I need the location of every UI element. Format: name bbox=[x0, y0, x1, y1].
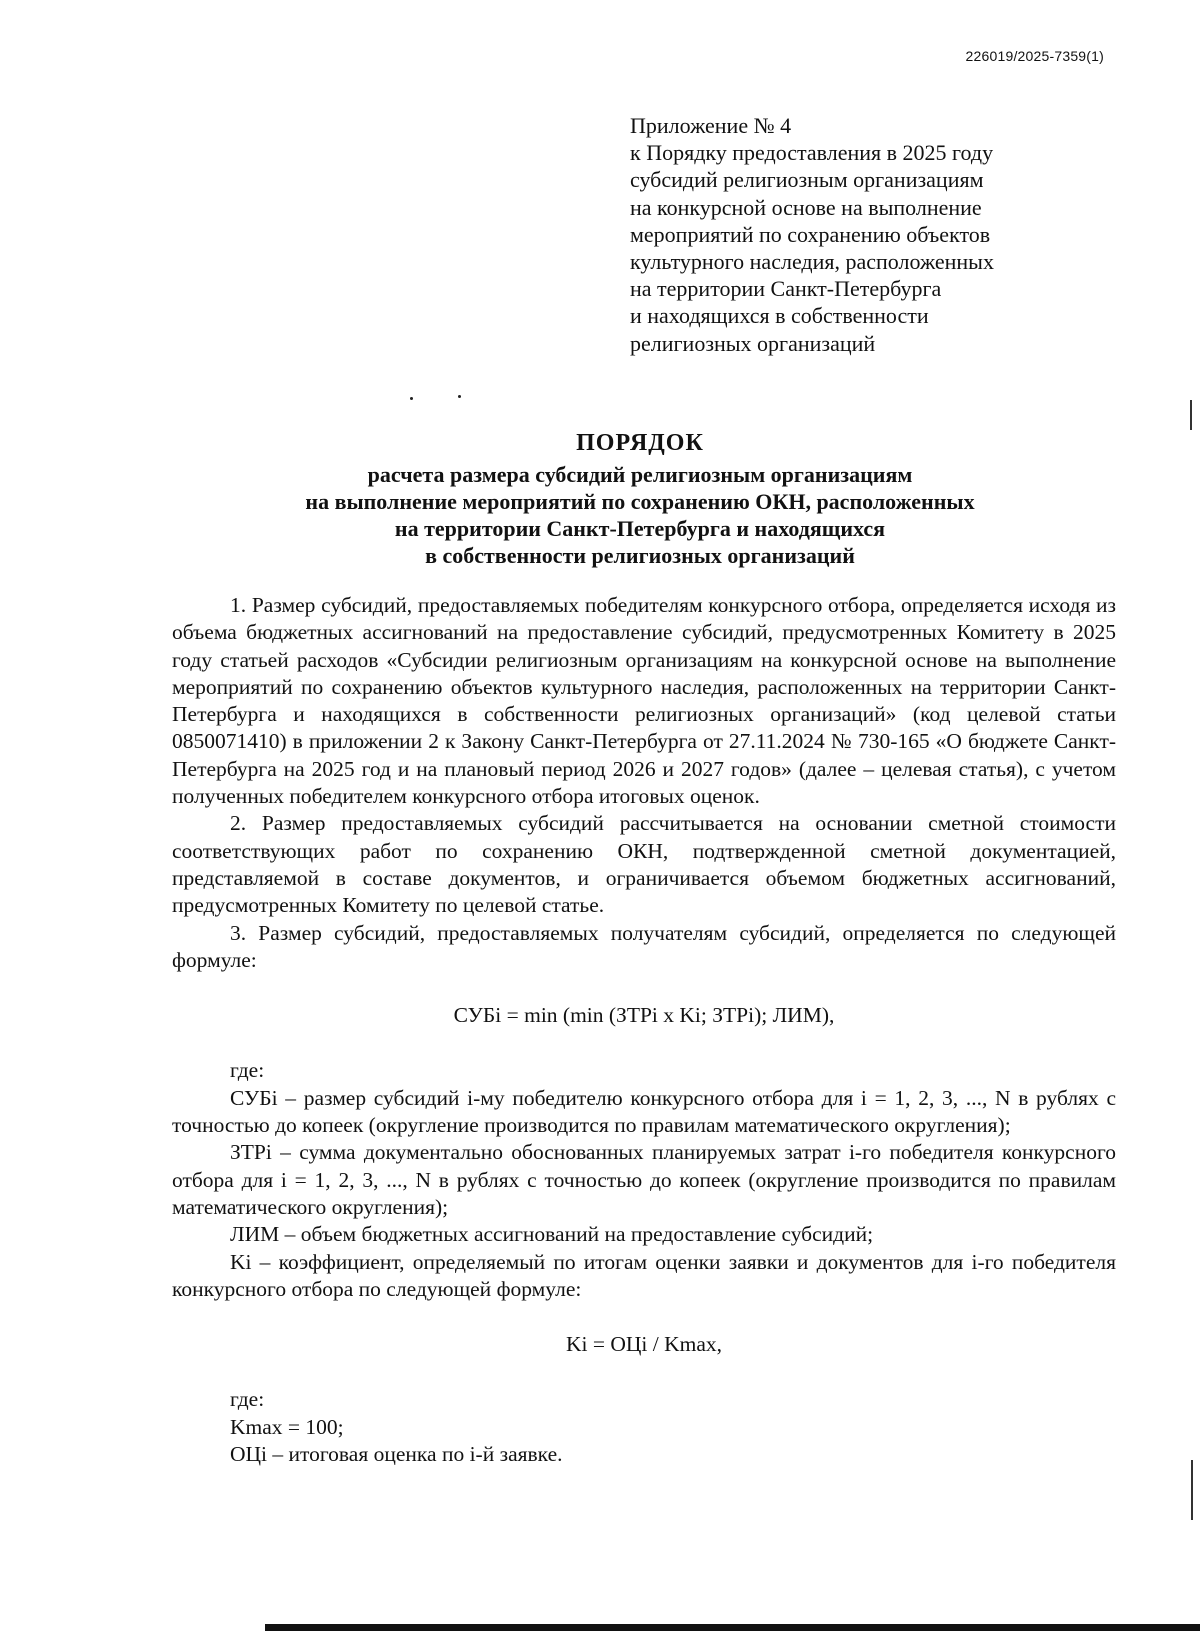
appendix-line: культурного наследия, расположенных bbox=[630, 249, 994, 275]
appendix-line: к Порядку предоставления в 2025 году bbox=[630, 140, 994, 166]
paragraph-1: 1. Размер субсидий, предоставляемых победителям конкурсного отбора, определяется исходя из объема бюджетных ассигнований на предоставление субсидий, предусмотренных Комитету в 2025 году статьей расходов «Субсидии религиозным организациям на конкурсной основе на выполнение мероприятий по сохранению объектов культурного наследия, расположенных на территории Санкт-Петербурга и находящихся в собственности религиозных организаций» (код целевой статьи 0850071410) в приложении 2 к Закону Санкт-Петербурга от 27.11.2024 № 730-165 «О бюджете Санкт-Петербурга на 2025 год и на плановый период 2026 и 2027 годов» (далее – целевая статья), с учетом полученных победителем конкурсного отбора итоговых оценок. bbox=[172, 593, 1116, 809]
title-line: расчета размера субсидий религиозным организациям bbox=[367, 462, 913, 487]
title-line: на территории Санкт-Петербурга и находящихся bbox=[394, 516, 886, 541]
title-line: на выполнение мероприятий по сохранению ОКН, расположенных bbox=[305, 489, 975, 514]
appendix-line: субсидий религиозным организациям bbox=[630, 167, 984, 193]
definition-oci: ОЦi – итоговая оценка по i-й заявке. bbox=[230, 1442, 563, 1467]
scan-edge-mark bbox=[1191, 1460, 1193, 1520]
appendix-header bbox=[630, 112, 1070, 357]
paragraph-2: 2. Размер предоставляемых субсидий рассчитывается на основании сметной стоимости соответствующих работ по сохранению ОКН, подтвержденной сметной документацией, представляемой в составе документов, и ограничивается объемом бюджетных ассигнований, предусмотренных Комитету по целевой статье. bbox=[172, 811, 1116, 918]
document-number: 226019/2025-7359(1) bbox=[965, 48, 1104, 64]
where-label: где: bbox=[230, 1058, 265, 1083]
document-title bbox=[160, 430, 1120, 569]
scan-speck bbox=[458, 395, 461, 398]
formula-subsidy: СУБi = min (min (ЗТРi x Ki; ЗТРi); ЛИМ), bbox=[453, 1003, 835, 1028]
title-line: в собственности религиозных организаций bbox=[425, 543, 855, 568]
appendix-line: религиозных организаций bbox=[630, 330, 876, 356]
appendix-line: мероприятий по сохранению объектов bbox=[630, 221, 991, 247]
appendix-line: на конкурсной основе на выполнение bbox=[630, 194, 982, 220]
scan-edge-mark bbox=[1190, 400, 1192, 430]
appendix-line: на территории Санкт-Петербурга bbox=[630, 276, 942, 302]
definition-lim: ЛИМ – объем бюджетных ассигнований на предоставление субсидий; bbox=[230, 1222, 874, 1247]
document-body bbox=[172, 592, 1116, 1468]
appendix-line: Приложение № 4 bbox=[630, 113, 792, 138]
definition-sub: СУБi – размер субсидий i-му победителю конкурсного отбора для i = 1, 2, 3, ..., N в рублях с точностью до копеек (округление производится по правилам математического округления); bbox=[172, 1085, 1116, 1138]
definition-ki: Ki – коэффициент, определяемый по итогам оценки заявки и документов для i-го победителя конкурсного отбора по следующей формуле: bbox=[172, 1249, 1116, 1301]
scan-speck bbox=[410, 397, 413, 400]
title-main: ПОРЯДОК bbox=[576, 430, 704, 456]
appendix-line: и находящихся в собственности bbox=[630, 303, 929, 329]
scan-bottom-edge bbox=[265, 1624, 1200, 1631]
paragraph-3: 3. Размер субсидий, предоставляемых получателям субсидий, определяется по следующей формуле: bbox=[172, 920, 1116, 972]
definition-ztr: ЗТРi – сумма документально обоснованных планируемых затрат i-го победителя конкурсного отбора для i = 1, 2, 3, ..., N в рублях с точностью до копеек (округление производится по правилам математического округления); bbox=[172, 1140, 1116, 1219]
definition-kmax: Kmax = 100; bbox=[230, 1414, 344, 1439]
where-label-2: где: bbox=[230, 1387, 265, 1412]
formula-coefficient: Ki = ОЦi / Kmax, bbox=[565, 1332, 723, 1357]
